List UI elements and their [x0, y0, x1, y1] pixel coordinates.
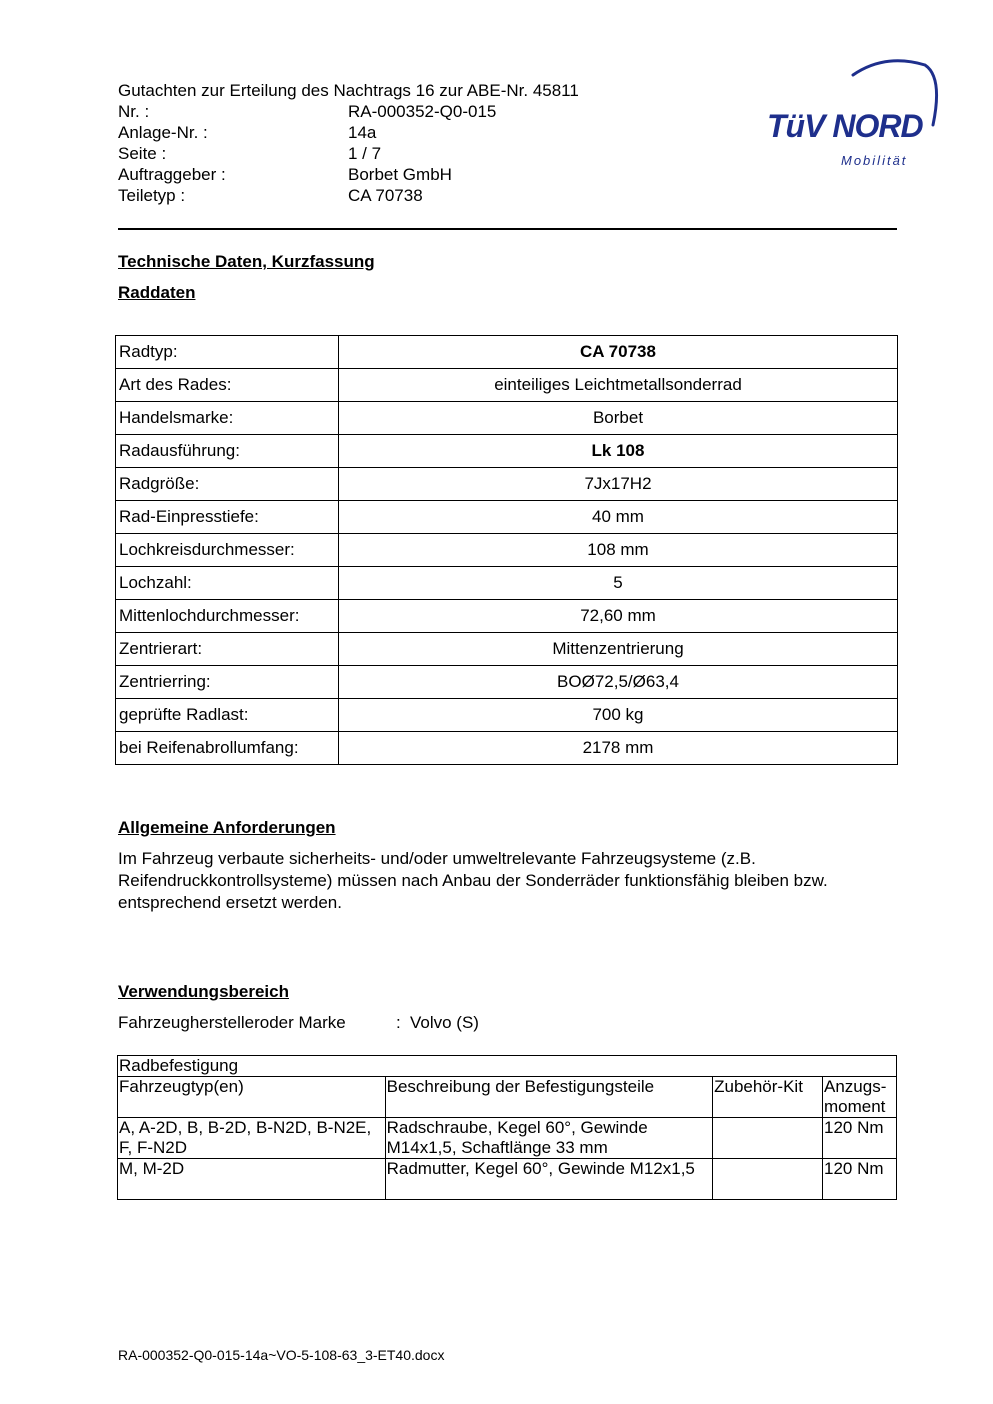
raddaten-label: Zentrierring:: [116, 666, 339, 699]
document-title: Gutachten zur Erteilung des Nachtrags 16 zur ABE-Nr. 45811: [118, 81, 579, 100]
table-row: [116, 600, 898, 633]
raddaten-label: Rad-Einpresstiefe:: [116, 501, 339, 534]
column-header: Zubehör-Kit: [713, 1077, 823, 1118]
table-row: [116, 336, 898, 369]
tuev-nord-logo-icon: [765, 55, 940, 170]
table-cell: Radschraube, Kegel 60°, Gewinde M14x1,5, Schaftlänge 33 mm: [385, 1118, 712, 1159]
tuev-nord-logo: [765, 55, 940, 170]
header-label: Auftraggeber :: [118, 165, 226, 184]
befestigung-table: [117, 1055, 897, 1200]
footer-filename: RA-000352-Q0-015-14a~VO-5-108-63_3-ET40.docx: [118, 1347, 445, 1363]
header-label: Seite :: [118, 144, 167, 163]
header-label: Teiletyp :: [118, 186, 186, 205]
raddaten-value: 40 mm: [339, 501, 898, 534]
raddaten-value: einteiliges Leichtmetallsonderrad: [339, 369, 898, 402]
header-row-auftraggeber: [0, 164, 700, 185]
column-header: Beschreibung der Befestigungsteile: [385, 1077, 712, 1118]
table-cell: M, M-2D: [118, 1159, 386, 1200]
verwendung-value: Volvo (S): [410, 1013, 479, 1032]
verwendung-label: Fahrzeugherstelleroder Marke: [118, 1013, 346, 1032]
raddaten-label: Zentrierart:: [116, 633, 339, 666]
table-row: [116, 732, 898, 765]
table-row: [116, 633, 898, 666]
table-cell: Radmutter, Kegel 60°, Gewinde M12x1,5: [385, 1159, 712, 1200]
table-row: [116, 435, 898, 468]
raddaten-label: Lochkreisdurchmesser:: [116, 534, 339, 567]
table-row: [116, 534, 898, 567]
raddaten-label: Radtyp:: [116, 336, 339, 369]
befestigung-title-row: [118, 1056, 897, 1077]
table-cell: [713, 1159, 823, 1200]
table-row: [116, 468, 898, 501]
raddaten-value: CA 70738: [339, 336, 898, 369]
table-row: [116, 666, 898, 699]
header-value: Borbet GmbH: [348, 165, 452, 184]
table-row: [116, 501, 898, 534]
section-raddaten-heading: Raddaten: [118, 283, 196, 302]
header-value: 1 / 7: [348, 144, 382, 163]
raddaten-label: Mittenlochdurchmesser:: [116, 600, 339, 633]
header-value: 14a: [348, 123, 377, 142]
raddaten-value: Mittenzentrierung: [339, 633, 898, 666]
header-row-teiletyp: [0, 185, 700, 206]
raddaten-label: bei Reifenabrollumfang:: [116, 732, 339, 765]
raddaten-label: geprüfte Radlast:: [116, 699, 339, 732]
logo-brand-text: TüV NORD: [767, 108, 923, 144]
verwendung-separator: :: [396, 1013, 401, 1032]
section-allgemein-heading: Allgemeine Anforderungen: [118, 818, 336, 837]
header-label: Anlage-Nr. :: [118, 123, 208, 142]
table-cell: 120 Nm: [823, 1118, 897, 1159]
table-row: [118, 1159, 897, 1200]
befestigung-header-row: [118, 1077, 897, 1118]
raddaten-label: Art des Rades:: [116, 369, 339, 402]
raddaten-label: Radausführung:: [116, 435, 339, 468]
header-row-anlage: [0, 122, 700, 143]
raddaten-label: Handelsmarke:: [116, 402, 339, 435]
table-row: [116, 402, 898, 435]
table-row: [116, 369, 898, 402]
header-row-seite: [0, 143, 700, 164]
table-cell: A, A-2D, B, B-2D, B-N2D, B-N2E, F, F-N2D: [118, 1118, 386, 1159]
column-header: Anzugs-moment: [823, 1077, 897, 1118]
section-verwendung-heading: Verwendungsbereich: [118, 982, 289, 1001]
header-value: RA-000352-Q0-015: [348, 102, 497, 121]
table-cell: 120 Nm: [823, 1159, 897, 1200]
raddaten-label: Lochzahl:: [116, 567, 339, 600]
allgemein-paragraph: Im Fahrzeug verbaute sicherheits- und/oder umweltrelevante Fahrzeugsysteme (z.B. Reifendruckkontrollsysteme) müssen nach Anbau der Sonderräder funktionsfähig bleiben bzw. entsprechend ersetzt werden.: [118, 849, 828, 912]
header-value: CA 70738: [348, 186, 423, 205]
raddaten-value: Borbet: [339, 402, 898, 435]
raddaten-value: 72,60 mm: [339, 600, 898, 633]
raddaten-value: 7Jx17H2: [339, 468, 898, 501]
section-technical-heading: Technische Daten, Kurzfassung: [118, 252, 375, 271]
table-row: [116, 699, 898, 732]
raddaten-label: Radgröße:: [116, 468, 339, 501]
column-header: Fahrzeugtyp(en): [118, 1077, 386, 1118]
table-row: [118, 1118, 897, 1159]
raddaten-value: 5: [339, 567, 898, 600]
header-row-nr: [0, 101, 700, 122]
raddaten-value: BOØ72,5/Ø63,4: [339, 666, 898, 699]
table-row: [116, 567, 898, 600]
raddaten-value: 108 mm: [339, 534, 898, 567]
header-divider: [118, 228, 897, 230]
raddaten-value: 700 kg: [339, 699, 898, 732]
raddaten-value: Lk 108: [339, 435, 898, 468]
raddaten-value: 2178 mm: [339, 732, 898, 765]
raddaten-table: [115, 335, 898, 765]
logo-tagline: Mobilität: [841, 153, 908, 168]
table-cell: [713, 1118, 823, 1159]
befestigung-title: Radbefestigung: [118, 1056, 897, 1077]
header-label: Nr. :: [118, 102, 150, 121]
